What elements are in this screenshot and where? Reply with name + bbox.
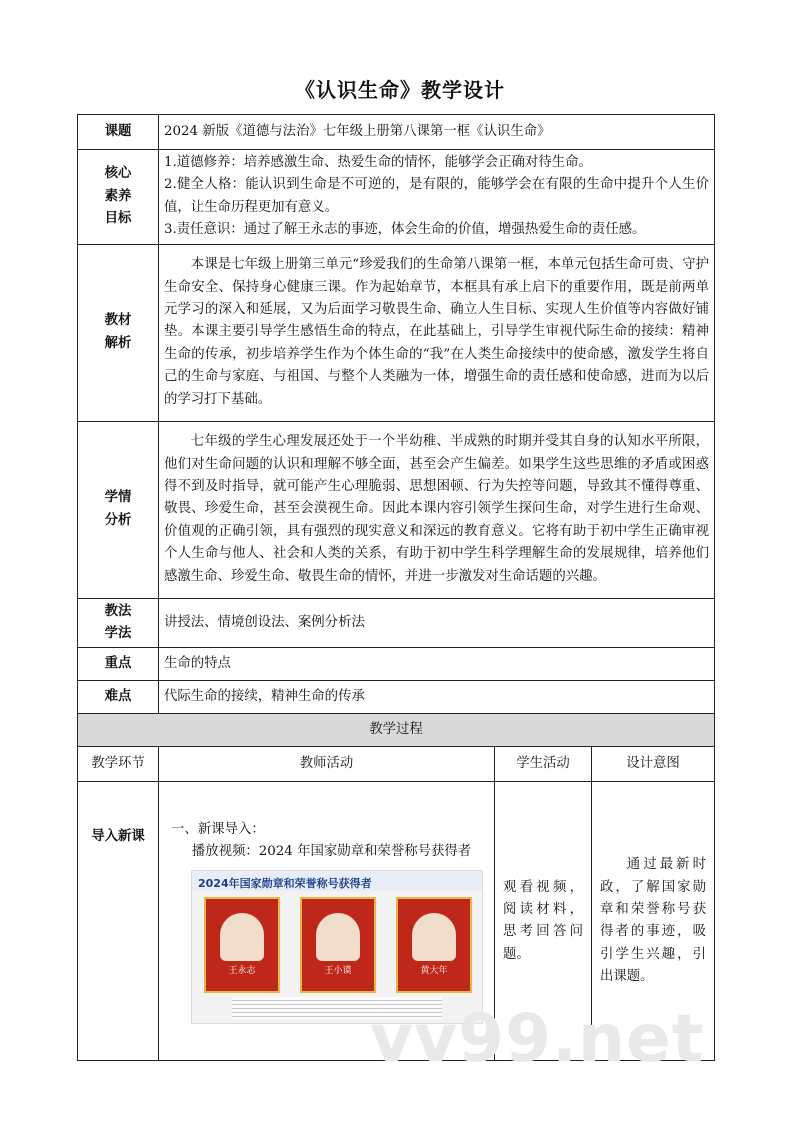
textbook-analysis-text: 本课是七年级上册第三单元“珍爱我们的生命第八课第一框，本单元包括生命可贵、守护生命安全、保持身心健康三课。作为起始章节，本框具有承上启下的重要作用，既是前两单元学习的深入和延展，又为后面学习敬畏生命、确立人生目标、实现人生价值等内容做好铺垫。本课主要引导学生感悟生命的特点，在此基础上，引导学生审视代际生命的接续：精神生命的传承，初步培养学生作为个体生命的“我”在人类生命接续中的使命感，激发学生将自己的生命与家庭、与祖国、与整个人类融为一体，增强生命的责任感和使命感，进而为以后的学习打下基础。 [159, 244, 715, 421]
key-point-text: 生命的特点 [159, 648, 715, 681]
stage-intro: 导入新课 [78, 782, 159, 1061]
portrait [316, 913, 360, 961]
row-core-goals [78, 150, 715, 245]
teacher-text: 播放视频：2024 年国家勋章和荣誉称号获得者 [191, 844, 472, 860]
lesson-plan-table [77, 114, 715, 1061]
student-analysis-text: 七年级的学生心理发展还处于一个半幼稚、半成熟的时期并受其自身的认知水平所限，他们对生命问题的认识和理解不够全面，甚至会产生偏差。如果学生这些思维的矛盾或困惑得不到及时指导，就可能产生心理脆弱、思想困顿、行为失控等问题，导致其不懂得尊重、敬畏、珍爱生命，甚至会漠视生命。因此本课内容引领学生探问生命，对学生进行生命观、价值观的正确引领，具有强烈的现实意义和深远的教育意义。它将有助于初中学生正确审视个人生命与他人、社会和人类的关系，有助于初中学生科学理解生命的发展规律，培养他们感激生命、珍爱生命、敬畏生命的情怀，并进一步激发对生命话题的兴趣。 [159, 421, 715, 598]
label-methods [78, 598, 159, 648]
label-line: 分析 [104, 512, 132, 528]
portrait [412, 913, 456, 961]
goal-item: 2.健全人格：能认识到生命是不可逆的，是有限的，能够学会在有限的生命中提升个人生价值，让生命历程更加有意义。 [164, 177, 709, 215]
label-line: 学情 [104, 490, 132, 506]
process-header: 教学过程 [78, 714, 715, 747]
page-title: 《认识生命》教学设计 [295, 78, 505, 102]
label-line: 目标 [104, 211, 132, 227]
label-student-analysis [78, 421, 159, 598]
row-process-columns [78, 747, 715, 782]
col-student: 学生活动 [495, 747, 592, 782]
portrait [220, 913, 264, 961]
difficulty-text: 代际生命的接续，精神生命的传承 [159, 681, 715, 714]
row-difficulty [78, 681, 715, 714]
label-difficulty: 难点 [78, 681, 159, 714]
col-teacher: 教师活动 [159, 747, 495, 782]
row-student-analysis [78, 421, 715, 598]
poster-card [396, 897, 472, 993]
label-core-goals [78, 150, 159, 245]
watermark: vv99.net [370, 1000, 705, 1077]
goal-item: 1.道德修养：培养感激生命、热爱生命的情怀，能够学会正确对待生命。 [164, 155, 592, 170]
label-line: 核心 [104, 166, 132, 182]
row-topic [78, 115, 715, 150]
label-line: 素养 [104, 188, 132, 204]
label-topic: 课题 [78, 115, 159, 150]
row-key-point [78, 648, 715, 681]
row-process-header [78, 714, 715, 747]
poster-card [300, 897, 376, 993]
teacher-heading: 一、新课导入： [171, 822, 265, 838]
goal-item: 3.责任意识：通过了解王永志的事迹，体会生命的价值，增强热爱生命的责任感。 [164, 222, 646, 238]
student-activity: 观看视频，阅读材料，思考回答问题。 [495, 782, 592, 1061]
poster-card-name: 王小谟 [324, 966, 352, 977]
design-intent: 通过最新时政，了解国家勋章和荣誉称号获得者的事迹，吸引学生兴趣，引出课题。 [592, 782, 715, 1061]
poster-card-name: 黄大年 [420, 966, 448, 977]
label-line: 教法 [104, 603, 132, 619]
row-textbook-analysis [78, 244, 715, 421]
methods-text: 讲授法、情境创设法、案例分析法 [159, 598, 715, 648]
poster-card-name: 王永志 [228, 966, 256, 977]
poster-card [204, 897, 280, 993]
col-intent: 设计意图 [592, 747, 715, 782]
label-line: 教材 [104, 313, 132, 329]
col-stage: 教学环节 [78, 747, 159, 782]
label-line: 解析 [104, 335, 132, 351]
poster-title: 2024年国家勋章和荣誉称号获得者 [198, 876, 372, 890]
topic-text: 2024 新版《道德与法治》七年级上册第八课第一框《认识生命》 [159, 115, 715, 150]
label-textbook-analysis [78, 244, 159, 421]
label-key-point: 重点 [78, 648, 159, 681]
label-line: 学法 [104, 626, 132, 642]
row-methods [78, 598, 715, 648]
core-goals-text [159, 150, 715, 245]
